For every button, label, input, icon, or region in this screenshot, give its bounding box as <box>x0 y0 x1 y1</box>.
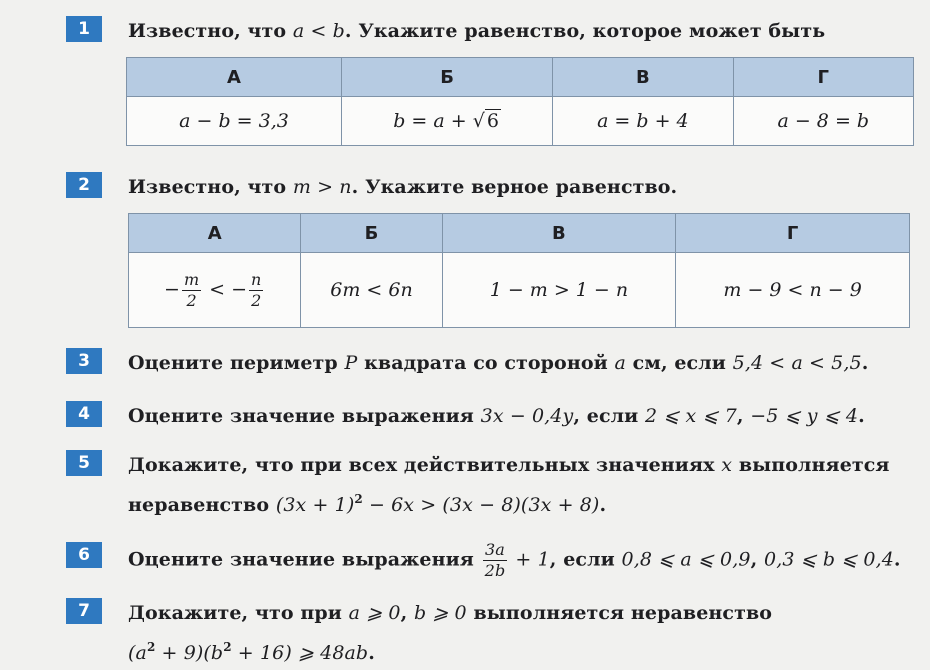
fraction-m-2: $\frac{m}{2}$ <box>183 269 200 310</box>
option-a: a − b = 3,3 <box>127 97 342 146</box>
option-a: − $\frac{m}{2}$ < − $\frac{n}{2}$ <box>129 253 301 328</box>
task-text <box>128 448 890 522</box>
task-text: Известно, что m > n. Укажите верное равенство. <box>128 176 678 198</box>
table-header-row <box>129 214 910 253</box>
header-v: В <box>442 214 676 253</box>
option-v: a = b + 4 <box>553 97 733 146</box>
task-number: 4 <box>66 401 102 427</box>
task-text: Известно, что a < b. Укажите равенство, которое может быть <box>128 20 826 42</box>
option-b: b = a + √ 6 <box>342 97 553 146</box>
task-4 <box>66 399 920 433</box>
task-text: Оцените значение выражения $\frac{3a}{2b}$ + 1, если 0,8 ⩽ a ⩽ 0,9, 0,3 ⩽ b ⩽ 0,4. <box>128 540 901 580</box>
task-line-2: неравенство $(3x + 1)^2 - 6x > (3x - 8)(3x + 8)$. <box>128 492 607 516</box>
task-text: Оцените периметр P квадрата со стороной a см, если 5,4 < a < 5,5. <box>128 352 869 374</box>
task-line-1: Докажите, что при a ⩾ 0, b ⩾ 0 выполняется неравенство <box>128 602 773 624</box>
answer-table-1 <box>126 57 914 146</box>
header-b: Б <box>342 58 553 97</box>
option-v: 1 − m > 1 − n <box>442 253 676 328</box>
task-number: 2 <box>66 172 102 198</box>
table-row <box>129 253 910 328</box>
task-line-1: Докажите, что при всех действительных значениях x выполняется <box>128 454 890 476</box>
header-a: А <box>127 58 342 97</box>
task-7 <box>66 596 920 670</box>
header-b: Б <box>301 214 442 253</box>
table-row <box>127 97 914 146</box>
header-v: В <box>553 58 733 97</box>
task-line-2: $(a^2 + 9)(b^2 + 16)$ ⩾ 48ab. <box>128 640 375 664</box>
header-g: Г <box>733 58 913 97</box>
answer-table-2 <box>128 213 910 328</box>
task-3 <box>66 346 920 380</box>
task-text: Оцените значение выражения 3x − 0,4y, если 2 ⩽ x ⩽ 7, −5 ⩽ y ⩽ 4. <box>128 405 865 427</box>
task-5 <box>66 448 920 522</box>
fraction-n-2: $\frac{n}{2}$ <box>251 269 262 310</box>
task-number: 1 <box>66 16 102 42</box>
table-header-row <box>127 58 914 97</box>
sqrt-value: 6 <box>486 110 499 132</box>
task-6 <box>66 540 920 581</box>
fraction-3a-2b: $\frac{3a}{2b}$ <box>484 540 506 580</box>
sqrt-sign: √ <box>472 110 485 132</box>
task-number: 7 <box>66 598 102 624</box>
task-number: 5 <box>66 450 102 476</box>
task-2 <box>66 170 920 204</box>
header-g: Г <box>676 214 910 253</box>
option-b: 6m < 6n <box>301 253 442 328</box>
task-number: 3 <box>66 348 102 374</box>
header-a: А <box>129 214 301 253</box>
option-g: a − 8 = b <box>733 97 913 146</box>
task-text <box>128 596 772 670</box>
option-g: m − 9 < n − 9 <box>676 253 910 328</box>
task-number: 6 <box>66 542 102 568</box>
